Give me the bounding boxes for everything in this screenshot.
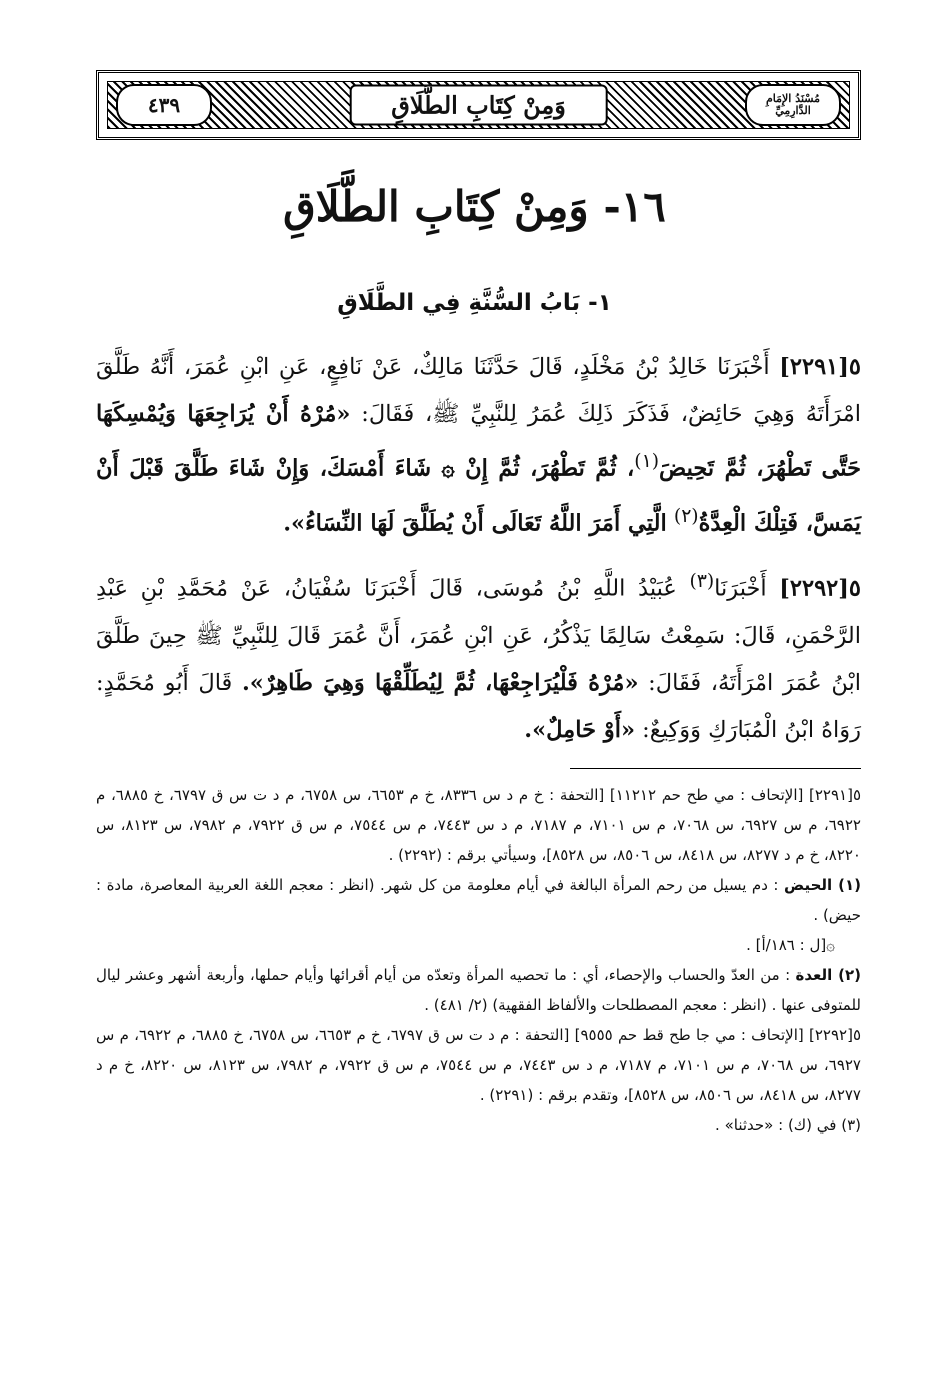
chapter-title: ١٦- وَمِنْ كِتَابِ الطَّلَاقِ: [283, 182, 666, 231]
footnote-term: (١) الحيض: [783, 876, 861, 894]
hadith-quote: الَّتِي أَمَرَ اللَّهُ تَعَالَى أَنْ يُطَلَّقَ لَهَا النِّسَاءُ».: [283, 510, 667, 536]
hadith-quote: ، ثُمَّ تَطْهُرَ، ثُمَّ إِنْ ۞ شَاءَ أَمْسَكَ، وَإِنْ شَاءَ طَلَّقَ قَبْلَ أَنْ يَمَسَّ، فَتِلْكَ الْعِدَّةُ: [96, 455, 861, 536]
page-number: ٤٣٩: [116, 84, 212, 126]
hadith-quote: «أَوْ حَامِلٌ».: [524, 716, 636, 743]
footnote-1: [96, 870, 861, 930]
footnote-2: [96, 960, 861, 1020]
page-header: [96, 70, 861, 140]
manuscript-marker: ۞[ل : ١٨٦/أ] .: [746, 936, 835, 954]
hadith-quote: «مُرْهُ فَلْيُرَاجِعْهَا، ثُمَّ لِيُطَلِّقْهَا وَهِيَ طَاهِرٌ».: [241, 669, 639, 696]
footnote-3: (٣) في (ك) : «حدثنا» .: [715, 1116, 861, 1134]
hadith-2291: [96, 344, 861, 547]
footnote-text: : دم يسيل من رحم المرأة البالغة في أيام معلومة من كل شهر. (انظر : معجم اللغة العربية المعاصرة، مادة : حيض) .: [96, 876, 861, 924]
hadith-quote: «مُرْهُ أَنْ يُرَاجِعَهَا وَيُمْسِكَهَا حَتَّى تَطْهُرَ، ثُمَّ تَحِيضَ: [96, 401, 861, 482]
section-title: ١- بَابُ السُّنَّةِ فِي الطَّلَاقِ: [337, 290, 612, 316]
header-ornament: [107, 81, 850, 129]
isnad-text: أَخْبَرَنَا: [714, 575, 767, 602]
footnote-2292: ٥[٢٢٩٢] [الإتحاف : مي جا طح قط حم ٩٥٥٥] [التحفة : م د ت س ق ٦٧٩٧، خ م ٦٦٥٣، س ٦٧٥٨، خ ٦٨٨٥، م ٦٩٢٢، م س ٦٩٢٧، س ٧٠٦٨، م س ٧١٠١، م ٧١٨٧، م د س ٧٤٤٣، م س ٧٥٤٤، م س ق ٧٩٢٢، م ٧٩٨٢، س ٨١٢٣، س ٨٢٢٠، خ م د ٨٢٧٧، س ٨٤١٨، س ٨٥٠٦، س ٨٥٢٨]، وتقدم برقم : (٢٢٩١) .: [96, 1026, 861, 1104]
footnote-ref-2[interactable]: (٢): [673, 505, 699, 527]
isnad-text: عُبَيْدُ اللَّهِ بْنُ مُوسَى، قَالَ أَخْبَرَنَا سُفْيَانُ، عَنْ مُحَمَّدِ بْنِ عَبْدِ الرَّحْمَنِ، قَالَ: سَمِعْتُ سَالِمًا يَذْكُرُ، عَنِ ابْنِ عُمَرَ، أَنَّ عُمَرَ قَالَ لِلنَّبِيِّ ﷺ حِينَ طَلَّقَ ابْنُ عُمَرَ امْرَأَتَهُ، فَقَالَ:: [96, 575, 861, 696]
footnote-text: : من العدّ والحساب والإحصاء، أي : ما تحصيه المرأة وتعدّه من أيام أقرائها وأيام حملها، وأربعة أشهر وعشر ليال للمتوفى عنها . (انظر : معجم المصطلحات والألفاظ الفقهية) (٢/ ٤٨١) .: [96, 966, 861, 1014]
footnotes: [96, 780, 861, 1140]
hadith-number: ٥[٢٢٩٢]: [779, 575, 862, 602]
isnad-text: أَخْبَرَنَا خَالِدُ بْنُ مَخْلَدٍ، قَالَ حَدَّثَنَا مَالِكٌ، عَنْ نَافِعٍ، عَنِ ابْنِ عُمَرَ، أَنَّهُ طَلَّقَ امْرَأَتَهُ وَهِيَ حَائِضٌ، فَذَكَرَ ذَلِكَ عُمَرُ لِلنَّبِيِّ ﷺ، فَقَالَ:: [96, 354, 861, 427]
footnote-divider: [570, 768, 861, 769]
footnote-ref-3[interactable]: (٣): [689, 571, 715, 592]
footnote-2291: ٥[٢٢٩١] [الإتحاف : مي طح حم ١١٢١٢] [التحفة : خ م د س ٨٣٣٦، خ م ٦٦٥٣، س ٦٧٥٨، م د ت س ق ٦٧٩٧، خ ٦٨٨٥، م ٦٩٢٢، م س ٦٩٢٧، س ٧٠٦٨، م س ٧١٠١، م ٧١٨٧، م د س ٧٤٤٣، م س ٧٥٤٤، م س ق ٧٩٢٢، م ٧٩٨٢، س ٨١٢٣، س ٨٢٢٠، خ م د ٨٢٧٧، س ٨٤١٨، س ٨٥٠٦، س ٨٥٢٨]، وسيأتي برقم : (٢٢٩٢) .: [96, 786, 861, 864]
hadith-number: ٥[٢٢٩١]: [779, 354, 861, 380]
hadith-2292: [96, 558, 861, 754]
footnote-ref-1[interactable]: (١): [634, 451, 660, 472]
commentary-text: قَالَ أَبُو مُحَمَّدٍ: رَوَاهُ ابْنُ الْمُبَارَكِ وَوَكِيعٌ:: [96, 669, 861, 743]
footnote-term: (٢) العدة: [795, 966, 861, 984]
running-title: وَمِنْ كِتَابِ الطَّلَاقِ: [349, 85, 608, 126]
book-emblem: مُسْنَدُ الإِمَامِ الدَّارِمِيِّ: [745, 84, 841, 126]
